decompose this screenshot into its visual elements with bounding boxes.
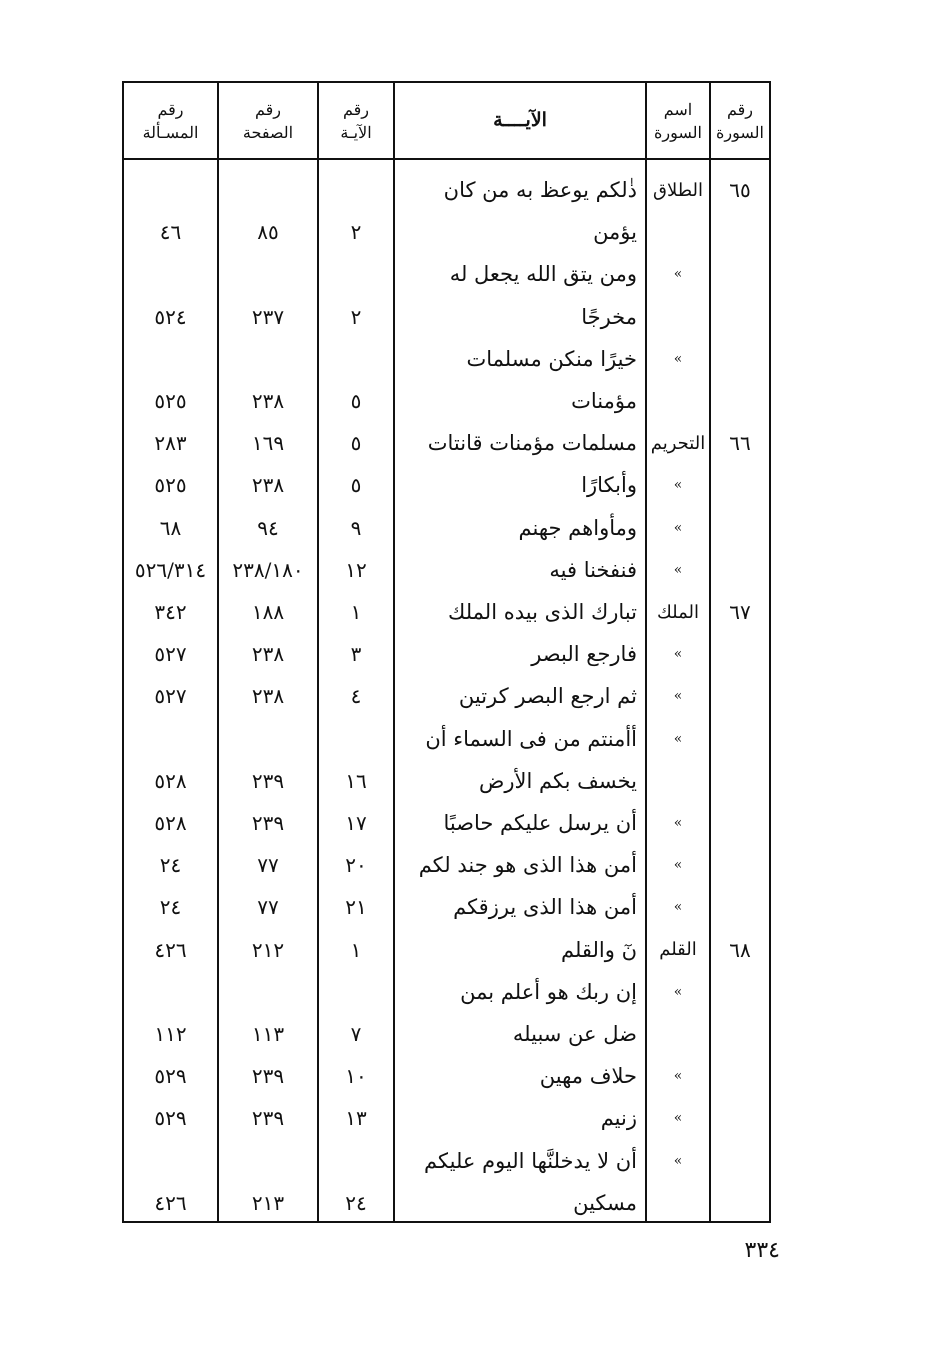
verse-text: مسكين	[573, 1190, 637, 1215]
surah-number	[711, 1055, 769, 1097]
verse-text: ذٰلكم يوعظ به من كان	[443, 178, 637, 203]
page-number-cell: ١٨٨	[251, 600, 285, 625]
header-text: الآيـة	[340, 122, 372, 142]
surah-name: »	[673, 688, 683, 705]
page-number-cell: ٢٣٨	[251, 642, 285, 667]
verse-text: مسلمات مؤمنات قانتات	[427, 431, 637, 456]
surah-name: »	[673, 561, 683, 578]
surah-name: »	[673, 983, 683, 1000]
page-number-cell: ٢٣٩	[251, 768, 285, 793]
page-number-cell: ٢٣٩	[251, 1064, 285, 1089]
verse-number: ٥	[350, 431, 362, 456]
verse-number	[319, 971, 393, 1013]
verse-number: ٥	[350, 473, 362, 498]
surah-number	[711, 802, 769, 844]
verse-number: ٢	[350, 220, 362, 245]
surah-name: »	[673, 1068, 683, 1085]
verse-number: ١٦	[345, 768, 367, 793]
surah-name: الطلاق	[653, 179, 703, 201]
page-number-cell	[219, 169, 317, 211]
verse-number: ١٢	[345, 557, 367, 582]
surah-name: التحريم	[650, 432, 706, 454]
verse-number: ٢١	[345, 895, 367, 920]
surah-number	[711, 338, 769, 380]
verse-text: ضل عن سبيله	[512, 1022, 637, 1047]
page-number-cell: ٧٧	[257, 895, 279, 920]
header-divider	[124, 158, 769, 160]
page-number-cell: ٢٣٨	[251, 473, 285, 498]
page-number-cell: ٢٣٩	[251, 1106, 285, 1131]
surah-name: »	[673, 1152, 683, 1169]
surah-name	[647, 760, 709, 802]
surah-number	[711, 1182, 769, 1223]
issue-number: ٥٢٥	[154, 473, 187, 498]
verse-number: ١	[350, 937, 362, 962]
verse-number: ١٠	[345, 1064, 367, 1089]
issue-number	[124, 718, 217, 760]
surah-number	[711, 886, 769, 928]
surah-number	[711, 211, 769, 253]
header-text: السورة	[716, 122, 764, 142]
verse-text: زنيم	[600, 1106, 637, 1131]
issue-number: ٥٢٦/٣١٤	[134, 557, 207, 582]
verse-text: أأمنتم من فى السماء أن	[425, 726, 637, 751]
verse-number: ٢	[350, 304, 362, 329]
verse-text: يؤمن	[593, 220, 637, 245]
verse-number: ٢٤	[345, 1190, 367, 1215]
verse-number: ٧	[350, 1022, 362, 1047]
surah-number: ٦٧	[729, 600, 751, 625]
surah-number	[711, 1140, 769, 1182]
header-surah-number	[711, 83, 769, 158]
page-number-cell: ٢١٣	[251, 1190, 285, 1215]
surah-name: »	[673, 815, 683, 832]
header-text: المسـألة	[142, 122, 199, 142]
surah-number	[711, 760, 769, 802]
verse-number: ٥	[350, 389, 362, 414]
issue-number: ١١٢	[154, 1022, 187, 1047]
header-issue-number	[124, 83, 217, 158]
verse-text: أمن هذا الذى يرزقكم	[453, 895, 637, 920]
verse-text: يخسف بكم الأرض	[479, 768, 637, 793]
page-number-cell: ٢٣٨	[251, 684, 285, 709]
surah-name: »	[673, 730, 683, 747]
issue-number: ٥٢٧	[154, 642, 187, 667]
surah-number	[711, 507, 769, 549]
header-text: رقم	[157, 99, 184, 119]
issue-number: ٢٨٣	[154, 431, 187, 456]
page-number-cell	[219, 971, 317, 1013]
issue-number: ٦٨	[159, 515, 182, 540]
verse-number	[319, 338, 393, 380]
verse-number: ١	[350, 600, 362, 625]
page-number-cell: ٢٣٩	[251, 811, 285, 836]
header-surah-name	[647, 83, 709, 158]
surah-number: ٦٦	[729, 431, 751, 456]
header-text: اسم	[663, 99, 693, 119]
verse-number	[319, 169, 393, 211]
surah-number	[711, 971, 769, 1013]
header-verse-number	[319, 83, 393, 158]
page-number-cell: ٢٣٨	[251, 389, 285, 414]
verse-number: ١٧	[345, 811, 367, 836]
verse-number: ٢٠	[345, 853, 367, 878]
page-number-cell	[219, 718, 317, 760]
header-text: رقم	[254, 99, 282, 119]
surah-name: »	[673, 646, 683, 663]
header-verse	[395, 83, 645, 158]
surah-name: »	[673, 857, 683, 874]
verse-text: أن يرسل عليكم حاصبًا	[443, 811, 637, 836]
verse-text: أمن هذا الذى هو جند لكم	[418, 853, 637, 878]
page-number-cell	[219, 338, 317, 380]
surah-number	[711, 464, 769, 506]
surah-name: »	[673, 1110, 683, 1127]
issue-number: ٣٤٢	[154, 600, 187, 625]
surah-name: »	[673, 899, 683, 916]
issue-number: ٥٢٥	[154, 389, 187, 414]
page-number: ٣٣٤	[744, 1238, 780, 1263]
verse-text: مؤمنات	[571, 389, 637, 414]
issue-number: ٥٢٧	[154, 684, 187, 709]
verse-number	[319, 253, 393, 295]
header-text: السورة	[654, 122, 702, 142]
issue-number: ٥٢٩	[154, 1064, 187, 1089]
page-number-cell	[219, 1140, 317, 1182]
header-page-number	[219, 83, 317, 158]
header-text: رقم	[726, 99, 754, 119]
verse-number	[319, 1140, 393, 1182]
verse-text: نٓ والقلم	[560, 937, 637, 962]
surah-number: ٦٨	[729, 937, 751, 962]
surah-number	[711, 253, 769, 295]
issue-number	[124, 169, 217, 211]
verse-text: فارجع البصر	[531, 642, 637, 667]
page-number-cell: ١٦٩	[251, 431, 285, 456]
issue-number	[124, 1140, 217, 1182]
issue-number: ٥٢٨	[154, 768, 187, 793]
surah-name	[647, 1013, 709, 1055]
surah-name	[647, 211, 709, 253]
verse-text: تبارك الذى بيده الملك	[448, 600, 637, 625]
issue-number	[124, 253, 217, 295]
issue-number	[124, 971, 217, 1013]
verse-number	[319, 718, 393, 760]
surah-name: »	[673, 477, 683, 494]
surah-number	[711, 633, 769, 675]
surah-number	[711, 549, 769, 591]
surah-name	[647, 296, 709, 338]
surah-number	[711, 296, 769, 338]
surah-name: القلم	[659, 939, 697, 961]
verse-text: وأبكارًا	[581, 473, 637, 498]
verse-text: فنفخنا فيه	[549, 557, 637, 582]
verse-text: خيرًا منكن مسلمات	[466, 346, 637, 371]
surah-number	[711, 380, 769, 422]
surah-number	[711, 675, 769, 717]
surah-name	[647, 1182, 709, 1223]
surah-name	[647, 380, 709, 422]
surah-name: »	[673, 350, 683, 367]
surah-number	[711, 718, 769, 760]
page-number-cell: ٢٣٨/١٨٠	[232, 557, 304, 582]
header-text: الآيــــة	[493, 109, 547, 131]
page-number-cell: ٢٣٧	[251, 304, 285, 329]
verse-number: ٩	[350, 515, 362, 540]
issue-number	[124, 338, 217, 380]
verse-number: ١٣	[345, 1106, 367, 1131]
page-number-cell: ٧٧	[257, 853, 279, 878]
issue-number: ٥٢٤	[154, 304, 187, 329]
verse-text: حلاف مهين	[539, 1064, 637, 1089]
verse-text: إن ربك هو أعلم بمن	[460, 979, 637, 1004]
verse-number: ٤	[350, 684, 362, 709]
surah-number	[711, 1097, 769, 1139]
verse-text: مخرجًا	[581, 304, 637, 329]
page-number-cell: ١١٣	[251, 1022, 285, 1047]
issue-number: ٤٢٦	[154, 937, 187, 962]
surah-name: الملك	[656, 601, 700, 623]
verse-text: ثم ارجع البصر كرتين	[458, 684, 637, 709]
issue-number: ٢٤	[159, 895, 182, 920]
verse-number: ٣	[350, 642, 362, 667]
index-table	[122, 81, 771, 1223]
surah-number: ٦٥	[729, 178, 751, 203]
page-number-cell: ٨٥	[257, 220, 279, 245]
page-number-cell: ٢١٢	[251, 937, 285, 962]
issue-number: ٢٤	[159, 853, 182, 878]
page-number-cell: ٩٤	[257, 515, 279, 540]
page-number-cell	[219, 253, 317, 295]
header-text: رقم	[342, 99, 370, 119]
verse-text: أن لا يدخلنَّها اليوم عليكم	[424, 1148, 637, 1173]
surah-name: »	[673, 266, 683, 283]
surah-number	[711, 1013, 769, 1055]
issue-number: ٥٢٨	[154, 811, 187, 836]
verse-text: ومأواهم جهنم	[518, 515, 637, 540]
issue-number: ٤٢٦	[154, 1190, 187, 1215]
header-text: الصفحة	[242, 122, 294, 142]
issue-number: ٥٢٩	[154, 1106, 187, 1131]
issue-number: ٤٦	[159, 220, 182, 245]
surah-number	[711, 844, 769, 886]
surah-name: »	[673, 519, 683, 536]
verse-text: ومن يتق الله يجعل له	[449, 262, 637, 287]
